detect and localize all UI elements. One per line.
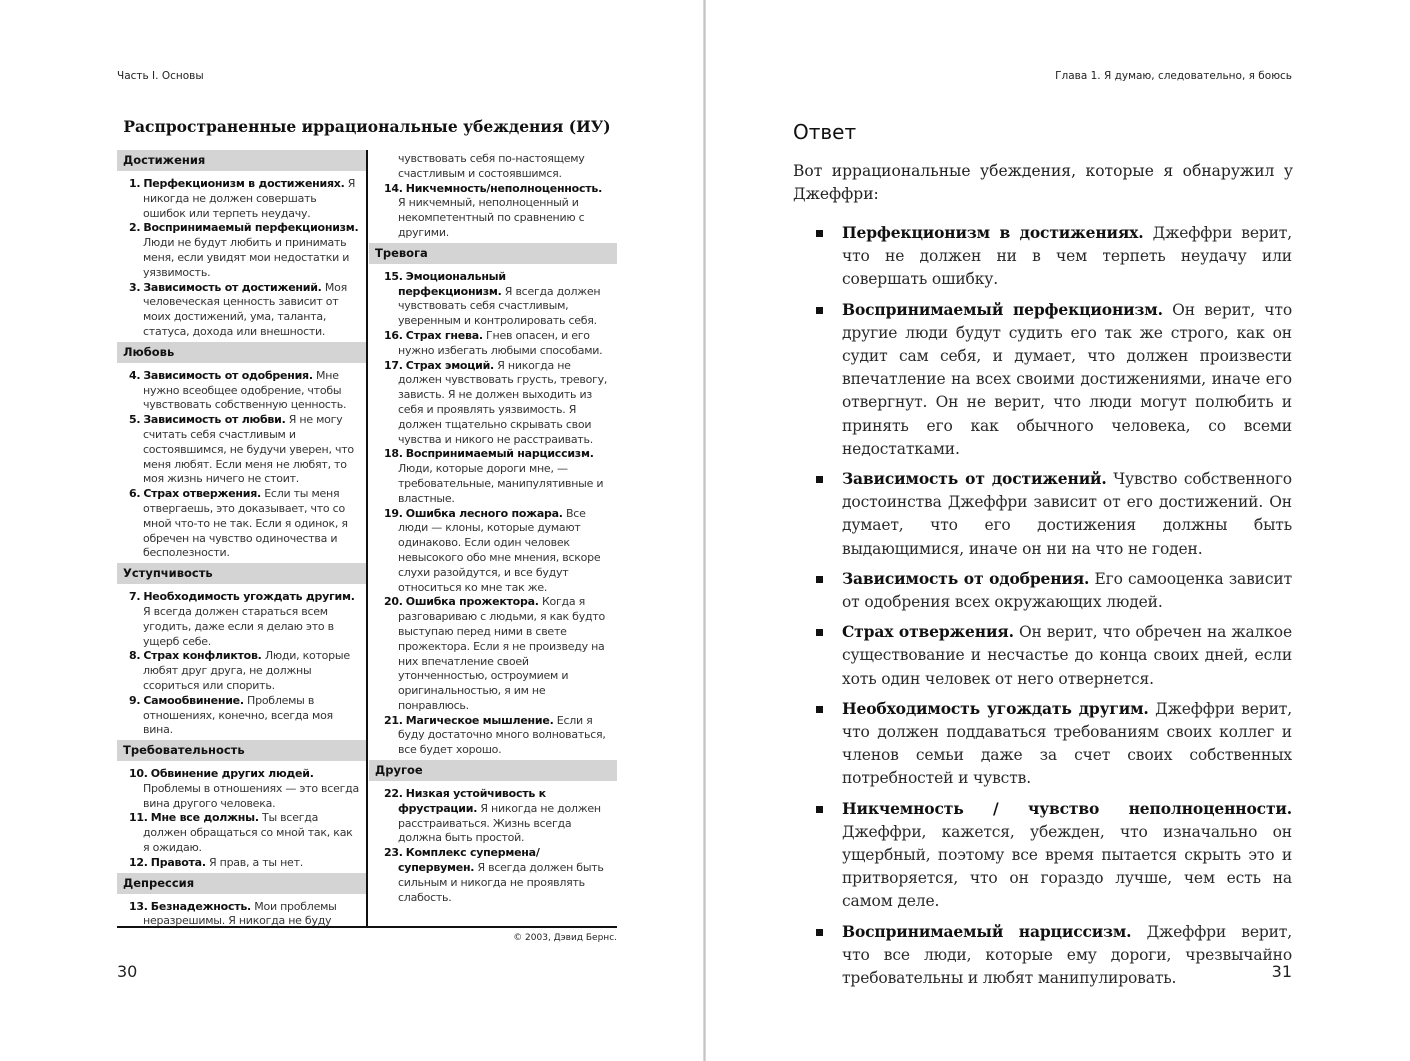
running-head-left: Часть I. Основы [117, 70, 204, 82]
belief-item [378, 359, 611, 448]
belief-name: Эмоциональный перфекционизм. [398, 269, 506, 298]
belief-description: Гнев опасен, и его нужно избегать любыми способами. [398, 328, 603, 357]
belief-number: 16. [384, 328, 403, 342]
belief-description: Люди, которые любят друг друга, не должны ссориться или спорить. [143, 649, 350, 692]
belief-name: Никчемность/неполноценность. [405, 181, 602, 195]
belief-name: Правота. [150, 855, 206, 869]
section-header: Любовь [117, 342, 366, 363]
belief-description: Я прав, а ты нет. [205, 855, 303, 869]
belief-description: Мне нужно всеобщее одобрение, чтобы чувствовать собственную ценность. [143, 368, 347, 412]
belief-description: Я никогда не должен совершать ошибок или терпеть неудачу. [143, 177, 356, 220]
belief-item [123, 590, 360, 649]
running-head-right: Глава 1. Я думаю, следовательно, я боюсь [1055, 70, 1292, 82]
belief-continuation: чувствовать себя по-настоящему счастливым и состоявшимся. [398, 152, 585, 180]
belief-description: Ты всегда должен обращаться со мной так, как я ожидаю. [143, 811, 353, 855]
belief-item [123, 811, 360, 855]
belief-description: Проблемы в отношениях — это всегда вина другого человека. [143, 781, 359, 810]
answer-heading: Ответ [793, 120, 857, 144]
belief-name: Магическое мышление. [405, 713, 554, 727]
belief-name: Воспринимаемый нарциссизм. [405, 447, 594, 461]
page-number-right: 31 [1271, 962, 1292, 981]
belief-item [123, 649, 360, 693]
belief-name: Ошибка лесного пожара. [405, 506, 563, 520]
belief-name: Безнадежность. [150, 899, 251, 913]
answer-list-item [816, 467, 1292, 561]
belief-number: 19. [384, 506, 403, 520]
belief-name: Обвинение других людей. [150, 767, 314, 781]
section-header: Тревога [369, 243, 617, 264]
belief-name: Перфекционизм в достижениях. [143, 177, 345, 190]
belief-description: Все люди — клоны, которые думают одинаково. Если один человек невысокого обо мне мнения, вскоре слухи разойдутся, и все будут относиться ко мне так же. [398, 506, 601, 594]
belief-item [378, 595, 611, 713]
belief-description: Мои проблемы неразрешимы. Я никогда не буду [143, 899, 337, 928]
table-column-right [368, 150, 617, 926]
belief-name: Низкая устойчивость к фрустрации. [398, 787, 546, 815]
belief-name: Страх гнева. [405, 328, 483, 342]
square-bullet-icon [816, 629, 823, 636]
belief-item [378, 714, 611, 758]
answer-text: Джеффри, кажется, убежден, что изначально он ущербный, поэтому все время пытается скрыть это и притворяется, что он гораздо лучше, чем есть на самом деле. [842, 822, 1292, 911]
section-header: Другое [369, 760, 617, 781]
answer-text: Джеффри верит, что все люди, которые ему дороги, чрезвычайно требовательны и любят манипулировать. [842, 922, 1292, 988]
belief-item [123, 281, 360, 340]
belief-number: 12. [129, 855, 148, 869]
answer-list-item [816, 697, 1292, 791]
belief-item [378, 182, 611, 241]
belief-name: Страх эмоций. [405, 358, 494, 372]
belief-name: Зависимость от одобрения. [143, 368, 313, 382]
belief-number: 2. [129, 221, 141, 235]
answer-text: Чувство собственного достоинства Джеффри зависит от его достижений. Он думает, что его достижения должны быть выдающимися, иначе он ни на что не годен. [842, 470, 1292, 558]
belief-name: Зависимость от достижений. [143, 280, 322, 294]
belief-item [123, 856, 360, 871]
belief-description: Я никчемный, неполноценный и некомпетентный по сравнению с другими. [398, 196, 585, 239]
belief-name: Страх конфликтов. [143, 649, 262, 663]
left-page [0, 0, 703, 1061]
belief-number: 1. [129, 177, 141, 190]
belief-item [378, 846, 611, 905]
belief-number: 10. [129, 767, 148, 781]
belief-item [123, 767, 360, 811]
belief-item [378, 270, 611, 329]
belief-number: 4. [129, 368, 141, 382]
answer-list-item [816, 920, 1292, 991]
belief-name: Мне все должны. [150, 811, 259, 825]
belief-name: Самообвинение. [143, 693, 244, 707]
belief-item [123, 413, 360, 487]
belief-number: 7. [129, 590, 141, 604]
belief-item [378, 329, 611, 359]
section-header: Требовательность [117, 740, 366, 761]
answer-term: Перфекционизм в достижениях. [842, 223, 1144, 242]
belief-item [123, 900, 360, 930]
page-number-left: 30 [117, 962, 138, 981]
answer-list-item [816, 797, 1292, 914]
section-header: Депрессия [117, 873, 366, 894]
belief-description: Люди, которые дороги мне, — требовательные, манипулятивные и властные. [398, 462, 604, 505]
belief-number: 15. [384, 269, 403, 283]
square-bullet-icon [816, 806, 823, 813]
answer-term: Необходимость угождать другим. [842, 698, 1149, 718]
belief-number: 11. [129, 811, 148, 825]
answer-text: Он верит, что обречен на жалкое существование и несчастье до конца своих дней, если хоть один человек от него отвернется. [842, 623, 1292, 688]
belief-description: Я всегда должен чувствовать себя счастливым, уверенным и контролировать себя. [398, 284, 601, 328]
belief-description: Когда я разговариваю с людьми, я как будто выступаю перед ними в свете прожектора. Если я не произведу на них впечатление своей утонченностью, остроумием и оригинальностью, я им не понравлюсь. [398, 595, 605, 712]
belief-number: 9. [129, 693, 141, 707]
belief-name: Ошибка прожектора. [405, 595, 539, 609]
square-bullet-icon [816, 576, 823, 583]
belief-number: 22. [384, 787, 403, 801]
answer-list-item [816, 620, 1292, 691]
answer-text: Его самооценка зависит от одобрения всех окружающих людей. [842, 569, 1292, 612]
belief-description: Я никогда не должен чувствовать грусть, тревогу, зависть. Я не должен выходить из себя и проявлять уязвимость. Я должен тщательно скрывать свои чувства и никого не расстраивать. [398, 358, 608, 446]
belief-name: Необходимость угождать другим. [143, 590, 355, 604]
section-header: Уступчивость [117, 563, 366, 584]
belief-description: Я никогда не должен расстраиваться. Жизнь всегда должна быть простой. [398, 801, 601, 845]
belief-item [123, 177, 360, 221]
belief-description: Если я буду достаточно много волноваться, все будет хорошо. [398, 713, 606, 757]
belief-description: Я всегда должен стараться всем угодить, даже если я делаю это в ущерб себе. [143, 604, 334, 648]
belief-name: Воспринимаемый перфекционизм. [143, 221, 359, 235]
square-bullet-icon [816, 476, 823, 483]
belief-number: 18. [384, 447, 403, 461]
belief-number: 14. [384, 181, 403, 195]
belief-number: 6. [129, 487, 141, 501]
belief-number: 8. [129, 649, 141, 663]
belief-name: Комплекс супермена/супервумен. [398, 846, 540, 875]
square-bullet-icon [816, 929, 823, 936]
belief-description: Люди не будут любить и принимать меня, если увидят мои недостатки и уязвимость. [143, 236, 350, 279]
answer-term: Воспринимаемый перфекционизм. [842, 299, 1163, 319]
irrational-beliefs-table [117, 150, 617, 928]
belief-item [123, 694, 360, 738]
answer-term: Воспринимаемый нарциссизм. [842, 921, 1132, 941]
belief-name: Страх отвержения. [143, 487, 261, 501]
answer-list-item [816, 221, 1292, 292]
belief-description: Моя человеческая ценность зависит от моих достижений, ума, таланта, статуса, дохода или внешности. [143, 280, 347, 338]
belief-item [123, 369, 360, 413]
answer-term: Никчемность / чувство неполноценности. [842, 798, 1292, 818]
square-bullet-icon [816, 230, 823, 237]
belief-description: Проблемы в отношениях, конечно, всегда моя вина. [143, 693, 333, 737]
table-column-left [117, 150, 368, 926]
belief-item [378, 787, 611, 846]
belief-number: 3. [129, 280, 141, 294]
belief-item [123, 487, 360, 561]
answer-term: Страх отвержения. [842, 622, 1014, 642]
belief-number: 5. [129, 413, 141, 427]
answer-list [816, 221, 1292, 996]
belief-item [378, 507, 611, 596]
answer-list-item [816, 567, 1292, 614]
square-bullet-icon [816, 706, 823, 713]
belief-number: 21. [384, 713, 403, 727]
belief-item [378, 447, 611, 506]
section-header: Достижения [117, 150, 366, 171]
answer-list-item [816, 298, 1292, 461]
belief-number: 23. [384, 846, 403, 860]
belief-item [123, 221, 360, 280]
intro-paragraph: Вот иррациональные убеждения, которые я обнаружил у Джеффри: [793, 162, 1293, 203]
belief-description: Я всегда должен быть сильным и никогда не проявлять слабость. [398, 861, 604, 904]
table-title: Распространенные иррациональные убеждения (ИУ) [123, 117, 611, 136]
belief-name: Зависимость от любви. [143, 413, 286, 427]
answer-text: Джеффри верит, что не должен ни в чем терпеть неудачу или совершать ошибку. [842, 224, 1292, 289]
square-bullet-icon [816, 307, 823, 314]
belief-number: 20. [384, 595, 403, 609]
belief-description: Если ты меня отвергаешь, это доказывает, что со мной что-то не так. Если я одинок, я обречен на чувство одиночества и бесполезности. [143, 487, 348, 560]
answer-term: Зависимость от достижений. [842, 469, 1107, 489]
belief-number: 17. [384, 358, 403, 372]
copyright-note: © 2003, Дэвид Бернс. [513, 933, 617, 943]
belief-number: 13. [129, 899, 148, 913]
answer-term: Зависимость от одобрения. [842, 568, 1090, 588]
answer-text: Джеффри верит, что должен поддаваться требованиям своих коллег и членов семьи даже за счет своих собственных потребностей и чувств. [842, 699, 1292, 788]
answer-text: Он верит, что другие люди будут судить его так же строго, как он судит сам себя, и думает, что должен произвести впечатление на всех своими достижениями, иначе его отвергнут. Он не верит, что люди могут полюбить и принять его как обычного человека, со всеми недостатками. [842, 300, 1292, 458]
right-page [706, 0, 1410, 1061]
belief-description: Я не могу считать себя счастливым и состоявшимся, не будучи уверен, что меня любят. Если меня не любят, то моя жизнь ничего не стоит. [143, 413, 354, 486]
